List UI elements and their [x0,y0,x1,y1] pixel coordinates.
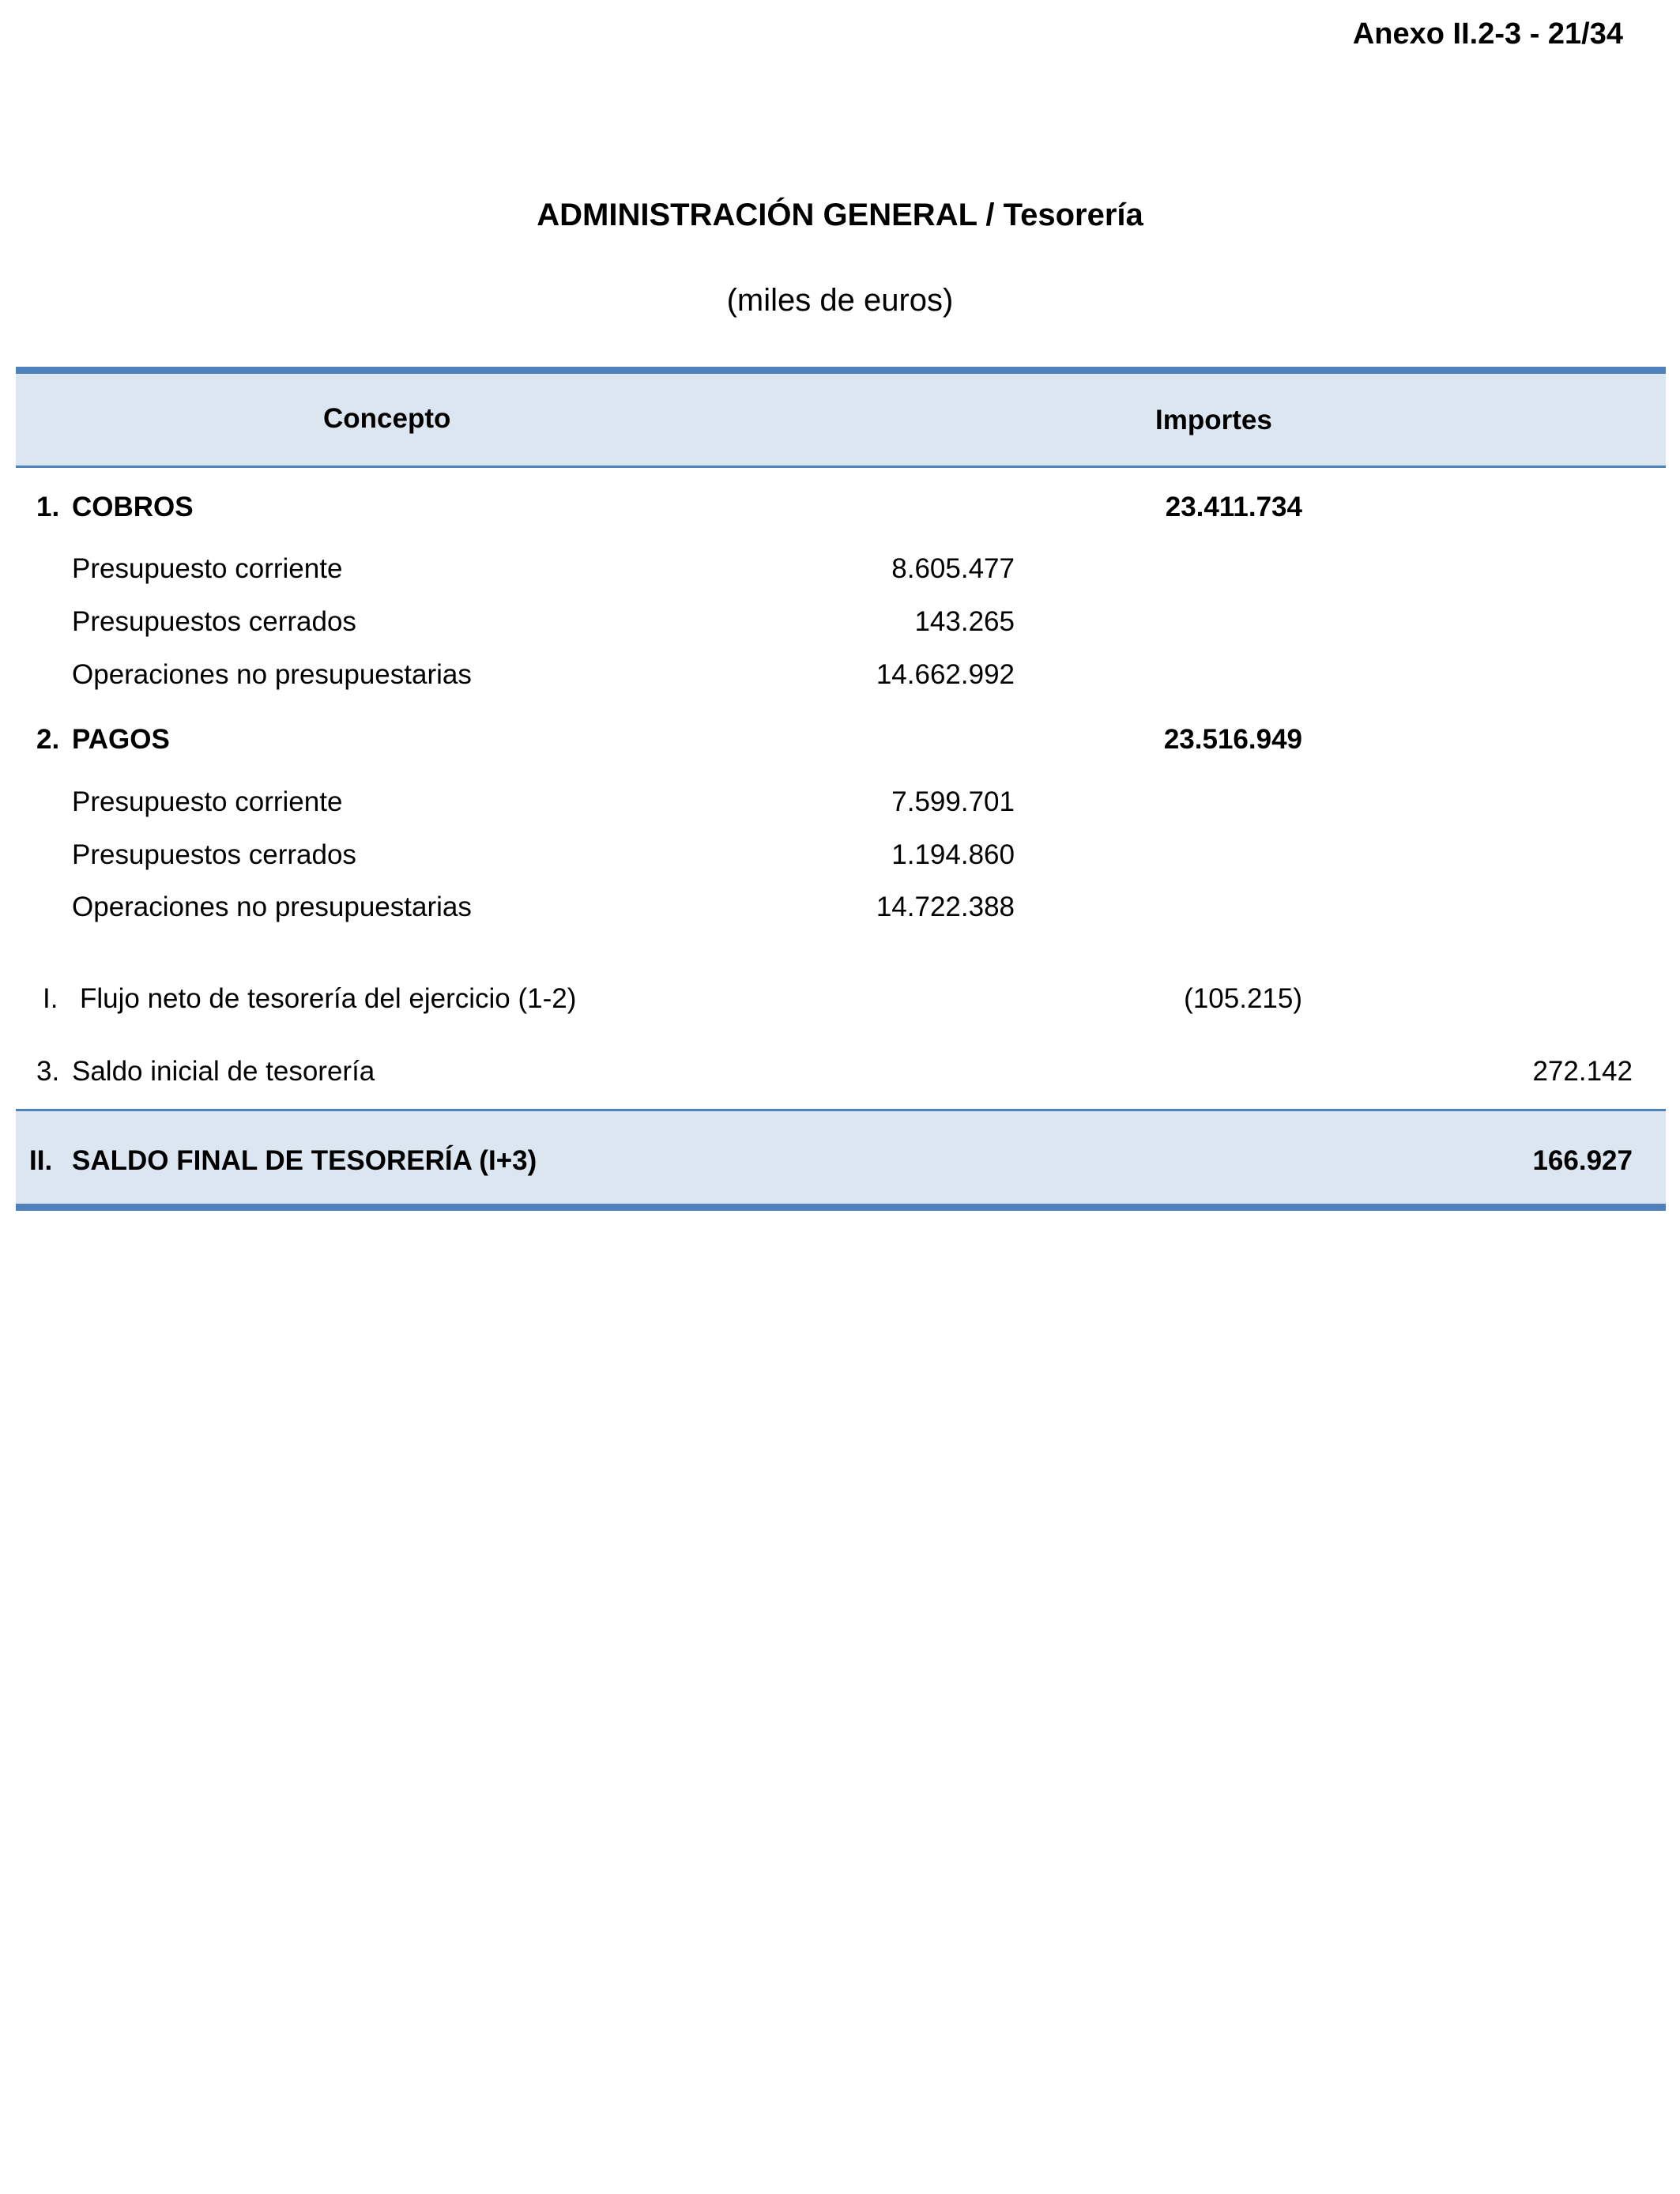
row-value: 8.605.477 [891,553,1015,584]
column-header-concepto: Concepto [323,403,451,434]
row-value: 166.927 [1532,1145,1633,1176]
row-label: Presupuestos cerrados [72,606,356,637]
row-number: I. [43,983,58,1014]
row-number: 3. [36,1056,60,1087]
row-number: 1. [36,492,60,522]
column-header-importes: Importes [1155,405,1272,435]
row-label: Presupuesto corriente [72,786,343,817]
row-value: 1.194.860 [891,839,1015,870]
table-header-band [16,372,1666,467]
row-number: II. [29,1145,53,1176]
section-label: COBROS [72,492,194,522]
section-total: 23.411.734 [1165,492,1302,522]
row-value: 143.265 [914,606,1015,637]
table-header-rule [16,466,1666,468]
row-label: Saldo inicial de tesorería [72,1056,375,1087]
page-subtitle: (miles de euros) [726,283,954,318]
row-label: Presupuestos cerrados [72,839,356,870]
row-label: Operaciones no presupuestarias [72,659,472,690]
row-value: 7.599.701 [891,786,1015,817]
table-bottom-rule [16,1204,1666,1211]
row-label: Operaciones no presupuestarias [72,892,472,922]
table-top-rule [16,367,1666,374]
row-value: 14.722.388 [876,892,1015,922]
row-value: 272.142 [1532,1056,1633,1087]
section-total: 23.516.949 [1163,724,1302,755]
total-top-rule [16,1109,1666,1111]
row-label: Flujo neto de tesorería del ejercicio (1-2) [80,983,577,1014]
section-label: PAGOS [72,724,170,755]
row-value: 14.662.992 [876,659,1015,690]
page-title: ADMINISTRACIÓN GENERAL / Tesorería [537,198,1143,232]
row-label: SALDO FINAL DE TESORERÍA (I+3) [72,1145,537,1176]
annex-reference: Anexo II.2-3 - 21/34 [1352,17,1623,51]
row-number: 2. [36,724,60,755]
row-label: Presupuesto corriente [72,553,343,584]
row-value: (105.215) [1184,983,1302,1014]
